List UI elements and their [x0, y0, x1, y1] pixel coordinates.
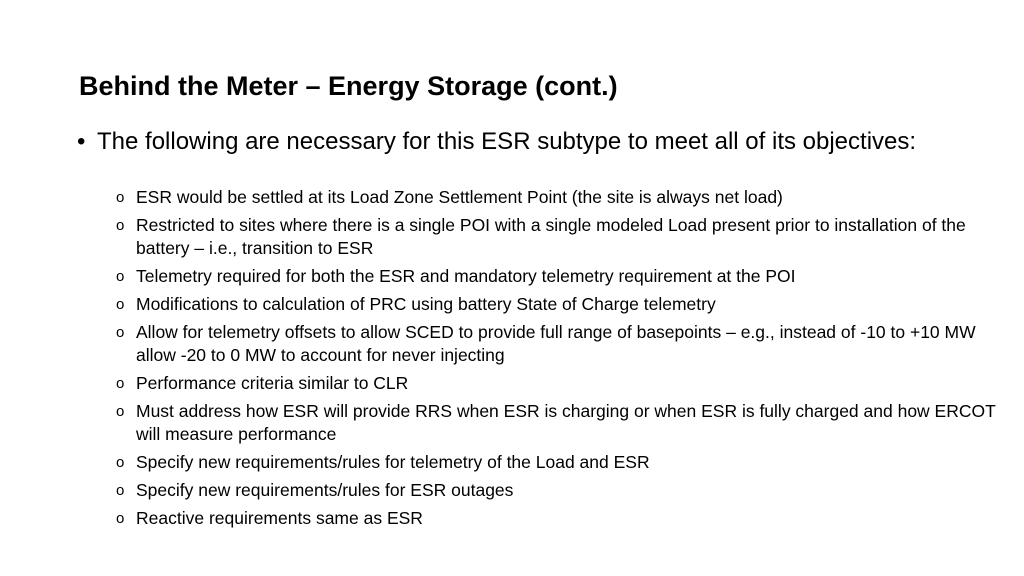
sub-bullet-item	[116, 265, 996, 288]
sub-bullet-item	[116, 214, 996, 260]
sub-bullet-text: Reactive requirements same as ESR	[136, 508, 423, 528]
sub-bullet-text: Modifications to calculation of PRC using battery State of Charge telemetry	[136, 294, 716, 314]
sub-bullet-item	[116, 372, 996, 395]
sub-bullet-item	[116, 186, 996, 209]
sub-bullet-marker: o	[116, 454, 125, 471]
sub-bullet-marker: o	[116, 482, 125, 499]
main-bullet-text: The following are necessary for this ESR subtype to meet all of its objectives:	[97, 128, 917, 155]
slide-title: Behind the Meter – Energy Storage (cont.)	[79, 71, 618, 101]
sub-bullet-item	[116, 321, 996, 367]
sub-bullet-marker: o	[116, 189, 125, 206]
sub-bullet-text: Must address how ESR will provide RRS when ESR is charging or when ESR is fully charged and how ERCOT will measure performance	[136, 401, 996, 444]
sub-bullet-marker: o	[116, 217, 125, 234]
sub-bullet-marker: o	[116, 296, 125, 313]
sub-bullet-text: Specify new requirements/rules for telemetry of the Load and ESR	[136, 452, 650, 472]
sub-bullet-text: Restricted to sites where there is a single POI with a single modeled Load present prior to installation of the battery – i.e., transition to ESR	[136, 215, 966, 258]
sub-bullet-marker: o	[116, 375, 125, 392]
sub-bullet-item	[116, 507, 996, 530]
sub-bullet-text: Allow for telemetry offsets to allow SCED to provide full range of basepoints – e.g., instead of -10 to +10 MW allow -20 to 0 MW to account for never injecting	[136, 322, 976, 365]
sub-bullet-list	[116, 186, 996, 535]
sub-bullet-item	[116, 400, 996, 446]
bullet-dot: •	[77, 128, 86, 155]
main-bullet	[77, 128, 917, 155]
sub-bullet-item	[116, 479, 996, 502]
sub-bullet-marker: o	[116, 324, 125, 341]
sub-bullet-item	[116, 293, 996, 316]
sub-bullet-marker: o	[116, 268, 125, 285]
sub-bullet-marker: o	[116, 510, 125, 527]
sub-bullet-text: Telemetry required for both the ESR and mandatory telemetry requirement at the POI	[136, 266, 796, 286]
sub-bullet-text: Performance criteria similar to CLR	[136, 373, 409, 393]
sub-bullet-item	[116, 451, 996, 474]
sub-bullet-text: ESR would be settled at its Load Zone Settlement Point (the site is always net load)	[136, 187, 783, 207]
sub-bullet-marker: o	[116, 403, 125, 420]
sub-bullet-text: Specify new requirements/rules for ESR outages	[136, 480, 514, 500]
